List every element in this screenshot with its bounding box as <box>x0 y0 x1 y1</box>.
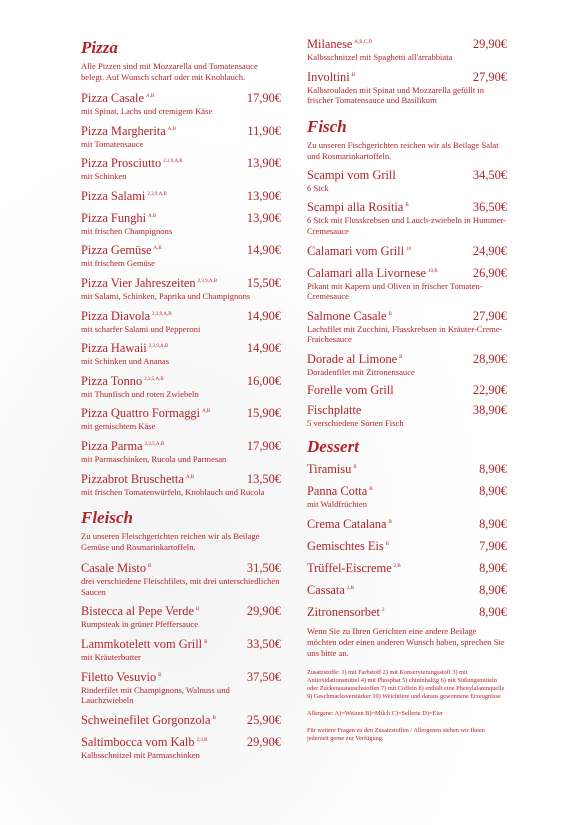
menu-item <box>307 603 507 620</box>
menu-item-name-text: Pizza Casale <box>81 91 144 105</box>
menu-item-allergen-codes: B <box>385 541 390 547</box>
section-note: Alle Pizzen sind mit Mozzarella und Tomatensauce belegt. Auf Wunsch scharf oder mit Knoblauch. <box>81 61 258 82</box>
menu-item-price: 27,90€ <box>472 308 507 323</box>
menu-item-allergen-codes: B <box>212 715 216 721</box>
menu-item <box>307 198 507 236</box>
menu-item-description: Rinderfilet mit Champignons, Walnuss und Lauchzwiebeln <box>81 684 230 706</box>
section-title: Fleisch <box>81 508 133 528</box>
menu-item-row <box>81 470 281 487</box>
menu-item-row <box>307 383 507 398</box>
menu-item <box>307 537 507 554</box>
menu-item-allergen-codes: 2,3,9,A,B <box>163 159 183 165</box>
menu-item-allergen-codes: B <box>369 487 373 493</box>
menu-item-name <box>81 187 167 204</box>
menu-item-name <box>81 307 172 324</box>
menu-item-name <box>81 122 176 139</box>
menu-item-price: 8,90€ <box>479 516 507 531</box>
menu-item-description: mit frischen Champignons <box>81 225 173 236</box>
menu-item-price: 15,50€ <box>246 275 281 290</box>
menu-item-price: 8,90€ <box>479 484 507 499</box>
menu-item-price: 22,90€ <box>472 382 507 397</box>
menu-item-name <box>81 711 216 728</box>
menu-item-allergen-codes: 2 <box>381 607 385 613</box>
questions-note: Für weitere Fragen zu den Zusatzstoffen / Allergenen stehen wir Ihnen jederzeit gerne zur Verfügung. <box>307 727 485 743</box>
menu-item-row <box>81 437 281 454</box>
menu-item <box>81 559 281 597</box>
menu-item-price: 14,90€ <box>246 341 281 356</box>
menu-item-price: 13,90€ <box>246 210 281 225</box>
menu-item-description: mit Salami, Schinken, Paprika und Champignons <box>81 290 251 301</box>
menu-item-name <box>307 383 394 398</box>
menu-item-name-text: Pizza Diavola <box>81 308 151 323</box>
menu-item <box>307 350 507 378</box>
menu-item-price: 33,50€ <box>246 636 281 651</box>
menu-item-name <box>307 603 384 620</box>
menu-item-name-text: Dorade al Limone <box>307 351 398 366</box>
menu-item-price: 27,90€ <box>472 69 507 84</box>
menu-section <box>81 508 281 760</box>
menu-item-name-text: Scampi vom Grill <box>307 167 396 182</box>
section-note: Zu unseren Fleischgerichten reichen wir als Beilage Gemüse und Rosmarinkartoffeln. <box>81 531 260 553</box>
menu-item-description: mit Parmaschinken, Rucola und Parmesan <box>81 453 227 464</box>
menu-item-name-text: Pizza Funghi <box>81 210 147 225</box>
menu-item <box>81 339 281 367</box>
menu-item-description: mit gemischtem Käse <box>81 421 156 432</box>
menu-item-row <box>307 460 507 477</box>
menu-item-name-text: Pizza Parma <box>81 438 143 453</box>
menu-item-price: 29,90€ <box>246 734 281 749</box>
menu-item-allergen-codes: B <box>399 354 403 360</box>
menu-item <box>81 274 281 302</box>
menu-item <box>307 168 507 194</box>
menu-item-allergen-codes: 2,B <box>346 585 354 591</box>
menu-item-allergen-codes: 2,3,9,A,B <box>152 311 172 317</box>
menu-item-description: mit Spinat, Lachs und cremigem Käse <box>81 106 213 116</box>
menu-item-row <box>81 733 281 750</box>
menu-item-name <box>307 350 403 367</box>
menu-item-allergen-codes: A,B <box>148 213 157 219</box>
menu-item-price: 14,90€ <box>246 308 281 323</box>
menu-item-name <box>81 602 199 619</box>
menu-item-price: 11,90€ <box>247 123 281 138</box>
menu-item-price: 17,90€ <box>246 91 281 105</box>
menu-item-allergen-codes: B <box>405 203 409 209</box>
menu-item-allergen-codes: A,B <box>153 246 162 252</box>
menu-item-allergen-codes: 2,3,9,A,B <box>147 191 167 197</box>
menu-item-name <box>307 242 411 259</box>
menu-item-description: mit Thunfisch und roten Zwiebeln <box>81 388 199 399</box>
menu-item-name-text: Casale Misto <box>81 561 147 576</box>
menu-item-name-text: Pizza Prosciutto <box>81 156 162 171</box>
menu-item-name-text: Pizza Gemüse <box>81 243 152 258</box>
menu-item-description: Kalbsschnitzel mit Parmaschinken <box>81 749 200 760</box>
menu-item-allergen-codes: B <box>388 519 392 525</box>
menu-item-row <box>81 668 281 685</box>
menu-item-allergen-codes: B <box>353 465 357 471</box>
menu-item <box>307 460 507 477</box>
menu-item-name-text: Trüffel-Eiscreme <box>307 560 392 575</box>
menu-item-row <box>81 635 281 652</box>
menu-item-allergen-codes: B <box>148 564 152 570</box>
menu-item-description: mit Schinken <box>81 171 127 182</box>
menu-item-name-text: Lammkotelett vom Grill <box>81 636 203 651</box>
section-title: Fisch <box>307 116 347 136</box>
menu-item <box>81 733 281 761</box>
menu-item-name-text: Calamari alla Livornese <box>307 265 427 280</box>
right-top-items <box>307 35 507 117</box>
menu-item-name-text: Saltimbocca vom Kalb <box>81 734 195 749</box>
menu-item-price: 8,90€ <box>479 604 507 619</box>
left-column <box>81 38 281 765</box>
menu-item-row <box>81 559 281 576</box>
menu-item-name-text: Zitronensorbet <box>307 604 380 619</box>
menu-item-description: mit Tomatensauce <box>81 138 144 149</box>
menu-item-description: 6 Stck mit Flusskrebsen und Lauch-zwiebeln in Hummer-Cremesauce <box>307 215 507 236</box>
menu-item-description: Pikant mit Kapern und Oliven in frischer Tomaten-Cremesauce <box>307 280 483 302</box>
menu-item-name <box>81 154 183 171</box>
menu-item <box>81 307 281 335</box>
section-note: Zu unseren Fischgerichten reichen wir als Beilage Salat und Rosmarinkartoffeln. <box>307 139 499 161</box>
menu-item-row <box>307 198 507 215</box>
menu-item-allergen-codes: 2,B <box>393 563 401 569</box>
menu-item-row <box>81 122 281 139</box>
menu-item-description: Lachsfilet mit Zucchini, Flusskrebsen in Kräuter-Creme-Fraichesauce <box>307 323 503 345</box>
menu-item-name <box>307 68 355 85</box>
menu-item-allergen-codes: B <box>158 672 162 678</box>
menu-item <box>307 515 507 532</box>
menu-item-price: 8,90€ <box>479 560 507 575</box>
menu-item-row <box>307 264 507 281</box>
menu-item-name <box>307 35 372 52</box>
menu-item-name <box>307 559 401 576</box>
menu-item-allergen-codes: A,B,C,D <box>354 40 373 45</box>
menu-item-price: 16,00€ <box>246 373 281 388</box>
menu-item <box>307 68 507 106</box>
menu-item-row <box>81 339 281 356</box>
menu-item-name-text: Pizza Vier Jahreszeiten <box>81 275 196 290</box>
allergens-note: Allergene: A)=Weizen B)=Milch C)=Sellerie D)=Eier <box>307 710 443 718</box>
menu-item-allergen-codes: 2,3,9,A,B <box>197 278 218 284</box>
menu-item-row <box>307 35 507 52</box>
menu-item-allergen-codes: 10,B <box>428 268 438 274</box>
menu-item-row <box>81 89 281 106</box>
menu-item <box>81 187 281 204</box>
menu-item-description: Doradenfilet mit Zitronensauce <box>307 366 415 377</box>
menu-item-description: Kalbsschnitzel mit Spaghetti all'arrabbiata <box>307 52 453 62</box>
menu-item-row <box>307 168 507 183</box>
menu-item-description: mit frischen Tomatenwürfeln, Knoblauch und Rucola <box>81 486 265 497</box>
menu-item-name <box>81 274 217 291</box>
menu-item-name-text: Panna Cotta <box>307 484 368 499</box>
menu-item-allergen-codes: A,B <box>185 474 195 480</box>
menu-item-name-text: Schweinefilet Gorgonzola <box>81 712 211 727</box>
menu-item-row <box>307 603 507 620</box>
menu-item <box>81 437 281 465</box>
menu-item <box>81 711 281 728</box>
menu-item <box>81 470 281 498</box>
menu-item-price: 13,90€ <box>246 156 281 171</box>
menu-item-row <box>307 559 507 576</box>
menu-item-name-text: Milanese <box>307 37 353 51</box>
menu-item-price: 25,90€ <box>246 712 281 727</box>
menu-item-row <box>81 602 281 619</box>
menu-item <box>81 122 281 150</box>
menu-item-allergen-codes: 2,3,5,A,B <box>144 441 165 447</box>
menu-item-row <box>307 515 507 532</box>
menu-item-price: 28,90€ <box>472 351 507 366</box>
menu-item-description: 6 Stck <box>307 182 329 193</box>
menu-section <box>307 437 507 620</box>
menu-item-row <box>307 68 507 85</box>
menu-item-name <box>81 89 154 106</box>
menu-item-name <box>307 198 409 215</box>
menu-item-price: 37,50€ <box>246 669 281 684</box>
menu-item-row <box>81 307 281 324</box>
menu-item-row <box>81 187 281 204</box>
menu-item-price: 29,90€ <box>246 604 281 619</box>
menu-item-row <box>307 403 507 418</box>
menu-item-name-text: Tiramisu <box>307 462 352 477</box>
menu-item <box>307 35 507 63</box>
menu-item-allergen-codes: A,B <box>145 94 155 99</box>
menu-item-row <box>307 482 507 499</box>
menu-item-description: Kalbsrouladen mit Spinat und Mozzarella gefüllt in frischer Tomatensauce und Basilikum <box>307 84 485 106</box>
menu-item-row <box>307 581 507 598</box>
menu-item <box>81 372 281 400</box>
menu-item-name <box>81 241 162 258</box>
menu-item-name <box>307 482 373 499</box>
menu-item-name <box>307 581 354 598</box>
dessert-info: Wenn Sie zu Ihren Gerichten eine andere Beilage möchten oder einen anderen Wunsch haben, sprechen Sie uns bitte an. <box>307 625 505 658</box>
menu-item-allergen-codes: B <box>388 311 392 317</box>
right-sections <box>307 117 507 620</box>
menu-item-name <box>81 437 164 454</box>
menu-item-allergen-codes: A,B <box>167 126 176 132</box>
menu-item-name <box>307 460 357 477</box>
menu-item-price: 8,90€ <box>479 462 507 477</box>
menu-item-description: Rumpsteak in grüner Pfeffersauce <box>81 619 199 630</box>
menu-item-price: 13,90€ <box>246 188 281 203</box>
additives-note: Zusatzstoffe: 1) mit Farbstoff 2) mit Konservierungsstoff 3) mit Antioxidationsmittel 4) mit Phosphat 5) chininhaltig 6) mit Süßungsmitteln oder Zuckeraustauschstoffen 7) mit Coffein 8) enthält eine Phenylalaninquelle 9) Geschmacksverstärker 10) Weichtiere und daraus gewonnene Erzeugnisse <box>307 668 505 700</box>
menu-item-row <box>307 537 507 554</box>
menu-item-price: 29,90€ <box>472 37 507 51</box>
menu-item-name-text: Bistecca al Pepe Verde <box>81 604 194 619</box>
menu-item-row <box>81 404 281 421</box>
menu-item-name <box>307 403 361 418</box>
menu-item-name <box>307 168 396 183</box>
menu-item-price: 38,90€ <box>472 402 507 417</box>
menu-item-allergen-codes: B <box>204 639 208 645</box>
menu-item-price: 7,90€ <box>479 538 507 553</box>
menu-item-row <box>81 154 281 171</box>
menu-item-description: mit Waldfrüchten <box>307 499 368 510</box>
menu-item-price: 24,90€ <box>472 243 507 258</box>
menu-item-price: 15,90€ <box>246 406 281 421</box>
menu-section <box>307 117 507 428</box>
menu-item-name <box>81 404 210 421</box>
menu-item-name <box>81 559 151 576</box>
menu-item <box>307 242 507 259</box>
menu-item-description: 5 verschiedene Sorten Fisch <box>307 417 404 428</box>
menu-item-description: mit scharfer Salami und Pepperoni <box>81 323 201 334</box>
menu-item-name <box>81 470 194 487</box>
menu-item-row <box>307 307 507 324</box>
menu-item-description: mit Schinken und Ananas <box>81 356 170 367</box>
menu-item-name <box>307 307 392 324</box>
menu-item <box>307 383 507 398</box>
menu-item-row <box>81 241 281 258</box>
menu-item <box>307 482 507 510</box>
menu-item-description: mit Kräuterbutter <box>81 651 141 662</box>
menu-item-allergen-codes: 2,3,B <box>196 737 208 743</box>
menu-item-price: 34,50€ <box>472 167 507 182</box>
menu-item <box>307 403 507 429</box>
menu-section <box>81 38 281 497</box>
menu-item-name-text: Calamari vom Grill <box>307 243 405 258</box>
menu-item-name-text: Crema Catalana <box>307 516 387 531</box>
menu-item-name <box>307 264 438 281</box>
menu-item-name-text: Pizza Tonno <box>81 373 143 388</box>
menu-item-row <box>81 209 281 226</box>
menu-item-name <box>81 635 207 652</box>
menu-item <box>81 209 281 237</box>
menu-item <box>81 635 281 663</box>
menu-item-name-text: Fischplatte <box>307 402 362 417</box>
menu-item-name-text: Pizza Quattro Formaggi <box>81 406 201 421</box>
menu-item-name <box>307 515 392 532</box>
menu-item-row <box>81 372 281 389</box>
menu-item-description: drei verschiedene Fleischfilets, mit drei unterschiedlichen Saucen <box>81 576 280 597</box>
menu-item-name-text: Pizza Margherita <box>81 123 166 138</box>
menu-item-name <box>307 537 389 554</box>
menu-item-price: 36,50€ <box>472 200 507 215</box>
menu-item <box>81 89 281 117</box>
menu-item <box>81 154 281 182</box>
menu-item-name <box>81 209 156 226</box>
menu-item <box>81 404 281 432</box>
menu-item <box>307 559 507 576</box>
menu-item-allergen-codes: B <box>351 72 356 78</box>
menu-item-row <box>307 350 507 367</box>
menu-item-name-text: Involtini <box>307 69 350 84</box>
menu-item-row <box>81 711 281 728</box>
menu-item <box>81 668 281 706</box>
menu-item-allergen-codes: 10 <box>406 246 412 252</box>
menu-item-name-text: Scampi alla Rositia <box>307 200 404 215</box>
menu-item <box>307 307 507 345</box>
menu-item-price: 31,50€ <box>246 561 281 576</box>
menu-item-name-text: Pizza Hawaii <box>81 341 147 356</box>
menu-item-name <box>81 733 207 750</box>
menu-item-name <box>81 668 162 685</box>
menu-item <box>81 241 281 269</box>
menu-item-row <box>307 242 507 259</box>
menu-item <box>307 264 507 302</box>
menu-item-name <box>81 339 168 356</box>
menu-item-name-text: Pizza Salami <box>81 188 146 203</box>
menu-item-price: 8,90€ <box>479 582 507 597</box>
menu-item-allergen-codes: 2,3,5,A,B <box>144 376 164 382</box>
section-title: Dessert <box>307 437 359 457</box>
menu-item-name <box>81 372 164 389</box>
menu-item-row <box>81 274 281 291</box>
menu-item-allergen-codes: B <box>195 607 200 613</box>
section-title: Pizza <box>81 38 118 57</box>
menu-item-name-text: Pizzabrot Bruschetta <box>81 471 184 486</box>
menu-item <box>81 602 281 630</box>
menu-item-name-text: Gemischtes Eis <box>307 538 384 553</box>
menu-item-price: 26,90€ <box>472 265 507 280</box>
menu-item-allergen-codes: 2,3,9,A,B <box>148 344 169 350</box>
menu-item-description: mit frischem Gemüse <box>81 258 155 269</box>
menu-item-allergen-codes: A,B <box>202 409 211 415</box>
menu-item-name-text: Forelle vom Grill <box>307 382 394 397</box>
right-column <box>307 38 507 743</box>
menu-item-price: 13,50€ <box>246 471 281 486</box>
menu-item-price: 17,90€ <box>246 438 281 453</box>
menu-item-name-text: Filetto Vesuvio <box>81 669 157 684</box>
menu-item-name-text: Cassata <box>307 582 345 597</box>
menu-item-price: 14,90€ <box>246 243 281 258</box>
menu-item-name-text: Salmone Casale <box>307 308 387 323</box>
menu-item <box>307 581 507 598</box>
